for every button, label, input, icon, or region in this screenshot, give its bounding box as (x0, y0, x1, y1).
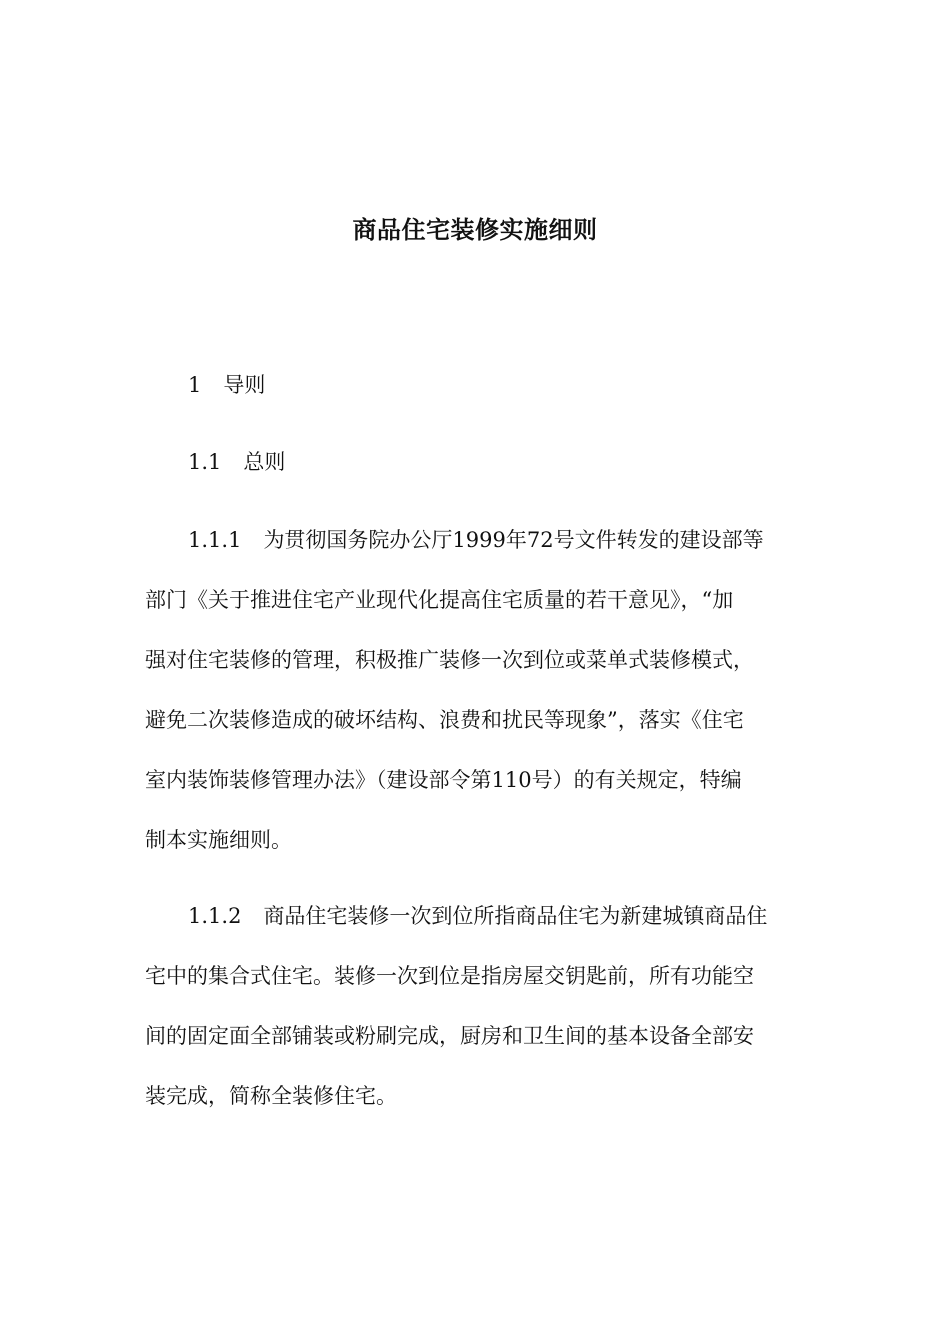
paragraph-line: 装完成，简称全装修住宅。 (145, 1084, 397, 1108)
section-number: 1.1 (188, 450, 222, 474)
clause-1-1-1 (145, 510, 810, 870)
clause-number: 1.1.1 (188, 528, 242, 552)
paragraph-line: 1.1.1 为贯彻国务院办公厅1999年72号文件转发的建设部等 (145, 510, 810, 570)
paragraph-line: 制本实施细则。 (145, 828, 292, 852)
clause-1-1-2 (145, 886, 810, 1126)
paragraph-line: 间的固定面全部铺装或粉刷完成，厨房和卫生间的基本设备全部安 (145, 1024, 754, 1048)
section-label: 总则 (243, 450, 286, 474)
section-heading-1 (188, 370, 265, 400)
section-heading-1-1 (188, 447, 285, 477)
paragraph-line: 避免二次装修造成的破坏结构、浪费和扰民等现象”，落实《住宅 (145, 708, 744, 732)
paragraph-line: 1.1.2 商品住宅装修一次到位所指商品住宅为新建城镇商品住 (145, 886, 810, 946)
paragraph-line: 部门《关于推进住宅产业现代化提高住宅质量的若干意见》，“加 (145, 588, 734, 612)
document-title: 商品住宅装修实施细则 (352, 215, 598, 244)
section-label: 导则 (223, 373, 266, 397)
clause-number: 1.1.2 (188, 904, 242, 928)
paragraph-line: 强对住宅装修的管理，积极推广装修一次到位或菜单式装修模式， (145, 648, 754, 672)
section-number: 1 (188, 373, 202, 397)
paragraph-line: 室内装饰装修管理办法》（建设部令第110号）的有关规定，特编 (145, 768, 742, 792)
paragraph-line: 宅中的集合式住宅。装修一次到位是指房屋交钥匙前，所有功能空 (145, 964, 754, 988)
